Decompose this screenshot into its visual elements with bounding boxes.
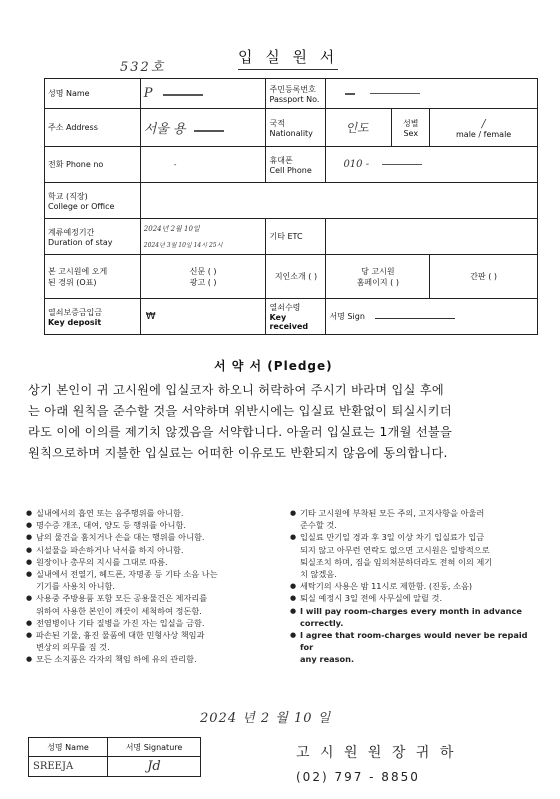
cell-field[interactable]: 010 - <box>326 147 538 183</box>
rule-item: ● 전염병이나 기타 질병을 가진 자는 입실을 금함. <box>26 617 286 629</box>
application-form <box>44 78 538 335</box>
route-news-ad[interactable]: 신문 ( ) 광고 ( ) <box>140 255 266 299</box>
rule-item: ● 파손된 기물, 흉진 물품에 대한 민형사상 책임과 <box>26 629 286 641</box>
sign-field[interactable]: 서명 Sign <box>326 299 538 335</box>
rule-item: ● 사용중 주방용품 포함 모든 공용물건은 제자리를 <box>26 592 286 604</box>
sex-label: 성별 Sex <box>392 109 430 147</box>
name-label: 성명 Name <box>45 79 141 109</box>
rule-item: ● I will pay room-charges every month in advance <box>290 605 540 617</box>
sig-name-label: 성명 Name <box>29 738 108 757</box>
rule-item: ● 기타 고시원에 부착된 모든 주의, 고지사항을 아울러 <box>290 507 540 519</box>
school-field[interactable] <box>140 183 537 219</box>
rule-item-cont: 치 않겠음. <box>300 569 337 580</box>
rule-item: ● 모든 소지품은 각자의 책임 하에 유의 관리함. <box>26 653 286 665</box>
rule-item: ● 원장이나 총무의 지시를 그대로 따름. <box>26 556 286 568</box>
date-line: 2024 년 2 월 10 일 <box>200 711 332 726</box>
rule-item-cont: 위하여 사용한 본인이 깨끗이 세척하여 정돈함. <box>36 605 202 616</box>
stay-field[interactable]: 2024년 2월 10일 2024년 3월 10일 14시 25시 <box>140 219 266 255</box>
rule-item: ● I agree that room-charges would never be repaid for <box>290 629 540 653</box>
sig-signature-label: 서명 Signature <box>108 738 201 757</box>
rule-item: ● 남의 물건을 훔치거나 손을 대는 행위를 아니함. <box>26 531 286 543</box>
rule-item-cont: 변상의 의무를 짐 것. <box>36 642 110 653</box>
rules-left-list <box>26 507 286 666</box>
nationality-label: 국적 Nationality <box>266 109 326 147</box>
rule-item-cont: 준수할 것. <box>300 520 337 531</box>
rule-item: ● 퇴실 예정시 3일 전에 사무실에 알릴 것. <box>290 592 540 604</box>
route-friend[interactable]: 지인소개 ( ) <box>266 255 326 299</box>
sex-field[interactable]: / male / female <box>430 109 538 147</box>
rule-item-cont: 되지 않고 아무런 연락도 없으면 고시원은 일방적으로 <box>300 544 490 555</box>
rule-item: ● 세탁기의 사용은 밤 11시로 제한함. (진동, 소음) <box>290 580 540 592</box>
rule-item: ● 실내에서의 흡연 또는 음주행위를 아니함. <box>26 507 286 519</box>
etc-field[interactable] <box>326 219 538 255</box>
form-title: 입 실 원 서 <box>238 46 338 70</box>
phone-number: (02) 797 - 8850 <box>296 770 420 784</box>
deposit-label: 열쇠보증금입금 Key deposit <box>45 299 141 335</box>
rule-item-cont: correctly. <box>300 617 344 628</box>
etc-label: 기타 ETC <box>266 219 326 255</box>
route-homepage[interactable]: 당 고시원 홈페이지 ( ) <box>326 255 430 299</box>
rule-item-cont: any reason. <box>300 654 355 665</box>
pledge-paragraph: 상기 본인이 귀 고시원에 입실코자 하오니 허락하여 주시기 바라며 입실 후에 는 아래 원칙을 준수할 것을 서약하며 위반시에는 입실료 반환없이 퇴실시키더 라도 이에 이의를 제기치 않겠음을 서약합니다. 아울러 입실료는 1개월 선불을 원칙으로하며 지불한 입실료는 어떠한 이유로도 반환되지 않음에 동의합니다. <box>28 383 453 460</box>
phone-field[interactable]: - <box>140 147 266 183</box>
room-number: 532호 <box>120 60 166 75</box>
deposit-field[interactable]: ₩ <box>140 299 266 335</box>
rule-item-cont: 퇴실조치 하며, 짐을 임의처분하더라도 전혀 이의 제기 <box>300 556 493 567</box>
rules-right-list <box>290 507 540 666</box>
stay-label: 계류예정기간 Duration of stay <box>45 219 141 255</box>
signature-table <box>28 737 201 777</box>
sig-signature-value[interactable]: Jd <box>108 757 201 777</box>
pledge-title: 서 약 서 (Pledge) <box>214 359 333 373</box>
route-signboard[interactable]: 간판 ( ) <box>430 255 538 299</box>
cell-label: 휴대폰 Cell Phone <box>266 147 326 183</box>
key-received-label: 열쇠수령 Key received <box>266 299 326 335</box>
route-label: 본 고시원에 오게 된 경위 (O표) <box>45 255 141 299</box>
rule-item: ● 입실료 만기일 경과 후 3일 이상 차기 입실료가 입금 <box>290 531 540 543</box>
rule-item: ● 시설물을 파손하거나 낙서를 하지 아니함. <box>26 544 286 556</box>
passport-field[interactable] <box>326 79 538 109</box>
school-label: 학교 (직장) College or Office <box>45 183 141 219</box>
name-field[interactable]: P <box>140 79 266 109</box>
address-label: 주소 Address <box>45 109 141 147</box>
rule-item-cont: 기기를 사용치 아니함. <box>36 581 115 592</box>
rule-item: ● 실내에서 전열기, 헤드폰, 자명종 등 기타 소음 나는 <box>26 568 286 580</box>
phone-label: 전화 Phone no <box>45 147 141 183</box>
passport-label: 주민등록번호 Passport No. <box>266 79 326 109</box>
director-line: 고 시 원 원 장 귀 하 <box>296 745 457 761</box>
rule-item: ● 명수증 개조, 대여, 양도 등 행위를 아니함. <box>26 519 286 531</box>
address-field[interactable]: 서울 용 <box>140 109 266 147</box>
nationality-field[interactable]: 인도 <box>326 109 392 147</box>
sig-name-value[interactable]: SREEJA <box>29 757 108 777</box>
